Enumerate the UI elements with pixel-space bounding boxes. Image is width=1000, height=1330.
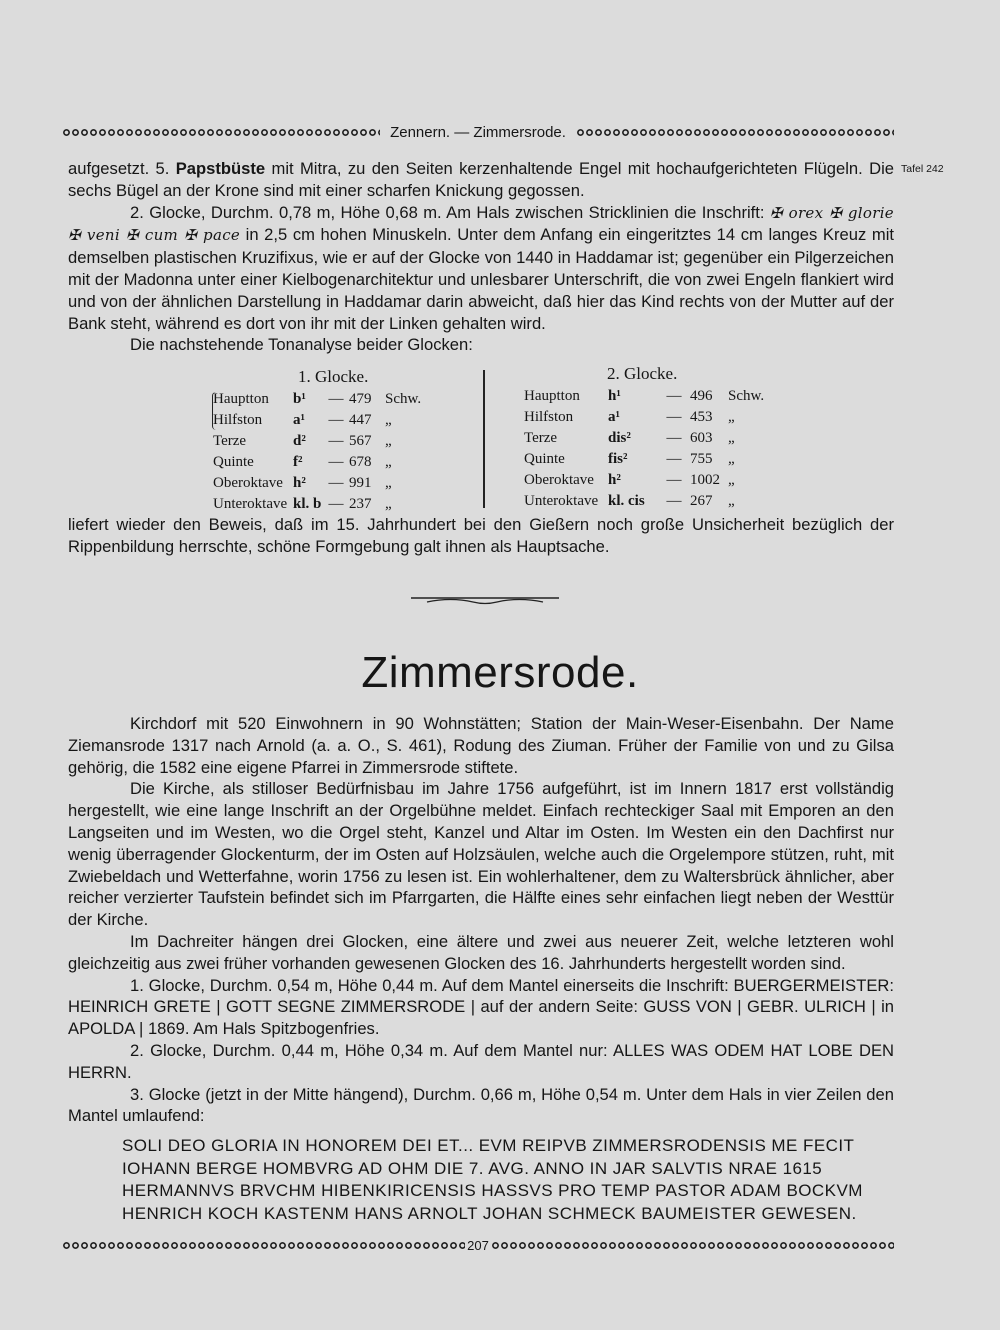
tone-value: 991 [349, 475, 372, 491]
inscription-line: IOHANN BERGE HOMBVRG AD OHM DIE 7. AVG. ANNO IN JAR SALVTIS NRAE 1615 [122, 1158, 823, 1178]
tone-row [524, 470, 768, 491]
tone-row [213, 494, 425, 515]
header-title: Zennern. — Zimmersrode. [390, 123, 566, 141]
tone-table-bell-2 [524, 386, 768, 512]
bold-term: Papstbüste [175, 159, 266, 178]
bell-3-inscription [122, 1135, 892, 1225]
tone-unit: „ [728, 409, 735, 425]
tone-row [213, 410, 425, 431]
tone-unit: „ [728, 472, 735, 488]
tone-value: 237 [349, 496, 372, 512]
paragraph-tonanalyse-intro: Die nachstehende Tonanalyse beider Glocken: [130, 335, 473, 355]
section-zimmersrode-text [68, 713, 894, 1127]
tone-note: a¹ [608, 409, 620, 425]
tone-value: 1002 [690, 472, 720, 488]
tone-unit: „ [385, 475, 392, 491]
paragraph-kirche: Die Kirche, als stilloser Bedürfnisbau im Jahre 1756 aufgeführt, ist im Innern 1817 erst vollständig hergestellt, wie eine lange Inschrift an der Orgelbühne meldet. Einfach rechteckiger Saal mit Emporen an den Langseiten und im Westen, wo die Orgel steht, Kanzel und Altar im Osten. Im Westen ein den Dachfirst nur wenig überragender Glockenturm, der im Osten auf Holzsäulen, welche auch die Orgelempore stützen, ruht, mit Zwiebeldach und Wetterfahne, worin 1756 zu lesen ist. Ein wohlerhaltener, dem zu Waltersbrück ähnlicher, aber reicher verzierter Taufstein befindet sich im Pfarrgarten, die Hälfte eines sehr einfachen liegt neben der Westtür der Kirche. [68, 779, 894, 930]
tone-unit: Schw. [385, 391, 422, 407]
tone-name: Hauptton [213, 391, 269, 407]
paragraph-glocke-1: 1. Glocke, Durchm. 0,54 m, Höhe 0,44 m. Auf dem Mantel einerseits die Inschrift: BUERGERMEISTER: HEINRICH GRETE | GOTT SEGNE ZIMMERSRODE | auf der andern Seite: GUSS VON | GEBR. ULRICH | in APOLDA | 1869. Am Hals Spitzbogenfries. [68, 975, 894, 1039]
tone-value: 755 [690, 451, 713, 467]
tone-note: h² [293, 475, 306, 491]
paragraph-glocke-2 [68, 202, 894, 335]
tone-unit: Schw. [728, 388, 765, 404]
text-run: mit Mitra, zu den Seiten kerzenhaltende Engel mit hochaufgerichteten Flügeln. Die sechs Bügel an der Krone sind mit einer scharfen Knickung gegossen. [68, 159, 894, 200]
tone-row [213, 473, 425, 494]
tone-value: 496 [690, 388, 713, 404]
tone-name: Oberoktave [213, 475, 283, 491]
inscription-line: HERMANNVS BRVCHM HIBENKIRICENSIS HASSVS PRO TEMP PASTOR ADAM BOCKVM [122, 1181, 863, 1201]
tone-note: kl. b [293, 496, 322, 512]
gothic-inscription: ✠ orex ✠ glorie ✠ veni ✠ cum ✠ pace [68, 203, 894, 245]
tone-note: d² [293, 433, 306, 449]
paragraph-kirchdorf: Kirchdorf mit 520 Einwohnern in 90 Wohnstätten; Station der Main-Weser-Eisenbahn. Der Name Ziemansrode 1317 nach Arnold (a. a. O., S. 461), Rodung des Ziuman. Früher der Familie von und zu Gilsa gehörig, die 1582 eine eigene Pfarrei in Zimmersrode stiftete. [68, 714, 894, 777]
tone-row [524, 491, 768, 512]
running-header [62, 122, 894, 142]
tone-dash: — [666, 430, 682, 446]
bell-2-title: 2. Glocke. [607, 364, 678, 383]
tone-value: 453 [690, 409, 713, 425]
section-divider [411, 593, 559, 607]
ornament-band-left [62, 1241, 465, 1250]
paragraph-glocke-3: 3. Glocke (jetzt in der Mitte hängend), Durchm. 0,66 m, Höhe 0,54 m. Unter dem Hals in vier Zeilen den Mantel umlaufend: [68, 1084, 894, 1126]
text-run: aufgesetzt. 5. [68, 159, 176, 178]
tone-name: Quinte [213, 454, 254, 470]
ornament-band-right [576, 128, 894, 137]
tone-dash: — [328, 475, 344, 491]
tone-row [213, 452, 425, 473]
tone-name: Unteroktave [524, 493, 599, 509]
running-footer [62, 1236, 894, 1254]
tone-name: Hilfston [213, 412, 263, 428]
tone-name: Unteroktave [213, 496, 288, 512]
text-run: in 2,5 cm hohen Minuskeln. Unter dem Anfang ein eingeritztes 14 cm langes Kreuz mit demselben plastischen Kruzifixus, wie er auf der Glocke von 1440 in Haddamar ist; gegenüber ein Pilgerzeichen mit der Madonna unter einer Kielbogenarchitektur und unlesbarer Unterschrift, die von zwei Engeln flankiert wird und von der ähnlichen Darstellung in Haddamar darin abweicht, daß hier das Kind rechts von der Mutter auf der Bank steht, während es dort von ihr mit der Linken gehalten wird. [68, 225, 894, 333]
tone-dash: — [666, 409, 682, 425]
tone-dash: — [666, 451, 682, 467]
tone-name: Quinte [524, 451, 565, 467]
tone-name: Hilfston [524, 409, 574, 425]
tone-unit: „ [385, 496, 392, 512]
tone-note: b¹ [293, 391, 306, 407]
page-number: 207 [467, 1237, 489, 1253]
ornament-band-left [62, 128, 380, 137]
tone-note: fis² [608, 451, 628, 467]
inscription-line: SOLI DEO GLORIA IN HONOREM DEI ET... EVM REIPVB ZIMMERSRODENSIS ME FECIT [122, 1136, 855, 1155]
tone-note: h² [608, 472, 621, 488]
tone-row [524, 449, 768, 470]
tone-value: 603 [690, 430, 713, 446]
tone-note: h¹ [608, 388, 621, 404]
tone-dash: — [328, 496, 344, 512]
tone-name: Terze [524, 430, 558, 446]
tone-name: Oberoktave [524, 472, 594, 488]
tone-row [524, 407, 768, 428]
tone-dash: — [328, 391, 344, 407]
tone-dash: — [666, 472, 682, 488]
tone-dash: — [328, 454, 344, 470]
section-title: Zimmersrode. [361, 648, 639, 697]
tone-dash: — [666, 493, 682, 509]
tone-unit: „ [385, 454, 392, 470]
paragraph-glocke-2b: 2. Glocke, Durchm. 0,44 m, Höhe 0,34 m. Auf dem Mantel nur: ALLES WAS ODEM HAT LOBE DEN HERRN. [68, 1040, 894, 1082]
tone-row [213, 431, 425, 452]
tone-note: f² [293, 454, 303, 470]
tone-table-bell-1 [213, 389, 425, 515]
tone-note: a¹ [293, 412, 305, 428]
tone-name: Terze [213, 433, 247, 449]
tone-unit: „ [385, 433, 392, 449]
tone-value: 479 [349, 391, 372, 407]
tone-dash: — [328, 433, 344, 449]
tone-unit: „ [728, 493, 735, 509]
tone-row [524, 386, 768, 407]
tone-unit: „ [728, 430, 735, 446]
tone-value: 567 [349, 433, 372, 449]
tone-conclusion [68, 514, 894, 558]
ornament-band-right [491, 1241, 894, 1250]
tone-name: Hauptton [524, 388, 580, 404]
section-zennern-text [68, 158, 894, 356]
tone-dash: — [328, 412, 344, 428]
bell-1-title: 1. Glocke. [298, 367, 369, 386]
tone-value: 267 [690, 493, 713, 509]
column-divider [483, 370, 485, 508]
paragraph-dachreiter: Im Dachreiter hängen drei Glocken, eine ältere und zwei aus neuerer Zeit, welche letzteren wohl gleichzeitig aus zwei früher vorhanden gewesenen Glocken des 16. Jahrhunderts hergestellt worden sind. [68, 931, 894, 973]
paragraph-papstbueste [68, 158, 894, 202]
inscription-line: HENRICH KOCH KASTENM HANS ARNOLT JOHAN SCHMECK BAUMEISTER GEWESEN. [122, 1203, 857, 1223]
text-run: 2. Glocke, Durchm. 0,78 m, Höhe 0,68 m. Am Hals zwischen Stricklinien die Inschrift: [130, 202, 770, 222]
tone-row [213, 389, 425, 410]
tone-value: 678 [349, 454, 372, 470]
tone-note: kl. cis [608, 493, 645, 509]
paragraph-conclusion: liefert wieder den Beweis, daß im 15. Jahrhundert bei den Gießern noch große Unsicherheit bezüglich der Rippenbildung herrschte, schöne Formgebung galt ihnen als Hauptsache. [68, 515, 894, 556]
margin-note: Tafel 242 [901, 163, 944, 175]
tone-row [524, 428, 768, 449]
tone-note: dis² [608, 430, 631, 446]
tone-dash: — [666, 388, 682, 404]
tone-unit: „ [385, 412, 392, 428]
tone-value: 447 [349, 412, 372, 428]
tone-unit: „ [728, 451, 735, 467]
